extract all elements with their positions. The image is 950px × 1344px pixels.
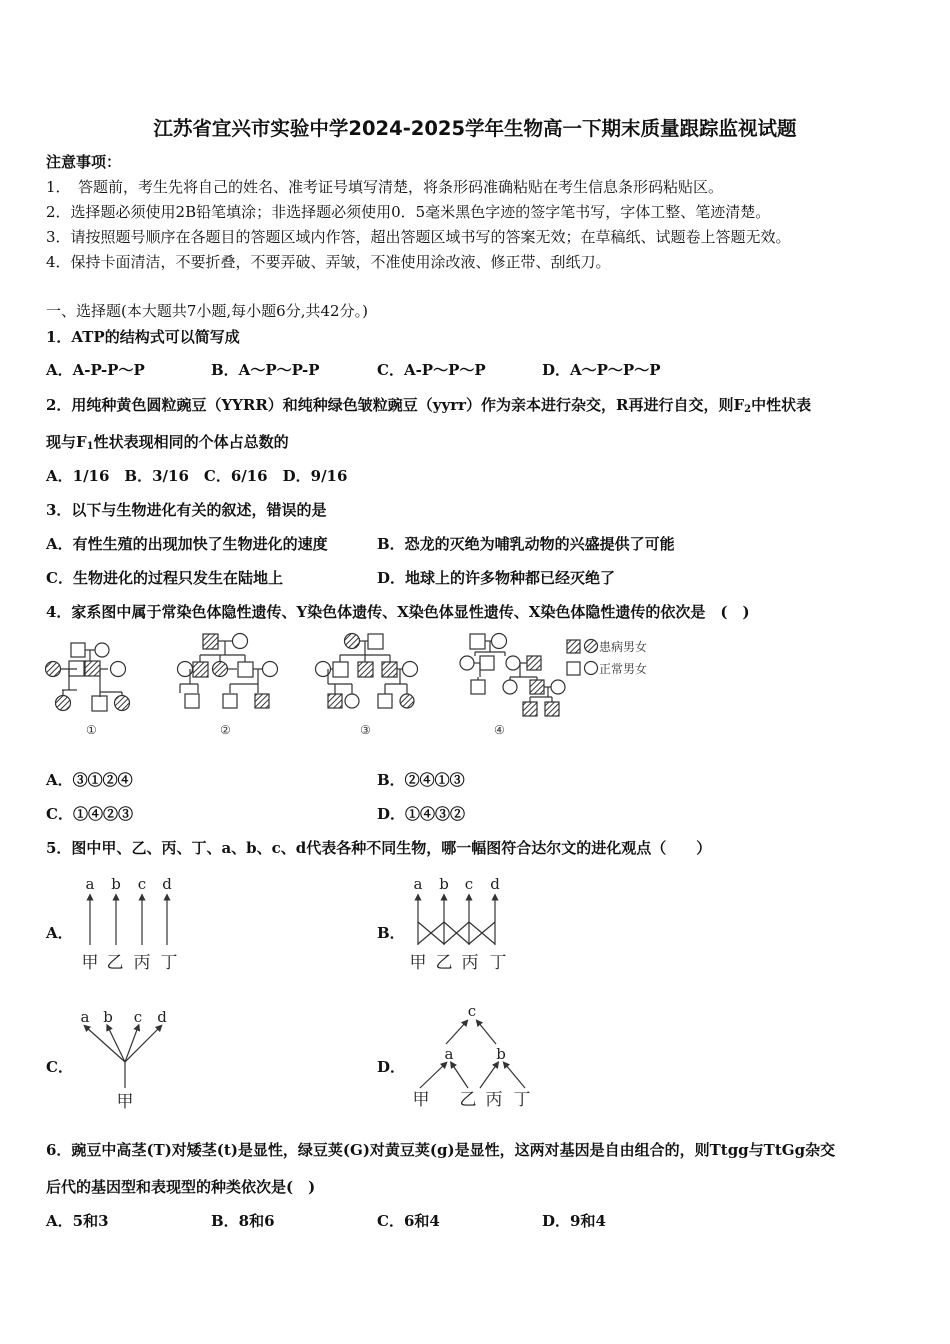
fig-c-bottom-label: 甲 [116, 1092, 134, 1112]
fig-d-top-label: c [467, 1002, 477, 1020]
q6-option-c: C．6和4 [377, 1212, 440, 1230]
fig-b-bottom-label: 丙 [461, 953, 479, 973]
q3-option-d: D．地球上的许多物种都已经灭绝了 [377, 569, 616, 587]
fig-b-top-label: b [439, 875, 449, 893]
q2-stem-text: 性状表现相同的个体占总数的 [93, 433, 289, 451]
q6-stem-line1: 6．豌豆中高茎(T)对矮茎(t)是显性，绿豆荚(G)对黄豆荚(g)是显性，这两对基因是自由组合的，则Ttgg与TtGg杂交 [46, 1141, 836, 1159]
fig-d-bottom-label: 甲 [412, 1090, 430, 1110]
fig-c-top-label: a [80, 1008, 90, 1026]
q1-option-d: D．A～P～P～P [542, 361, 661, 379]
fig-d-bottom-label: 乙 [459, 1090, 477, 1110]
fig-b-top-label: d [490, 875, 500, 893]
fig-d-arrow [505, 1064, 525, 1088]
fig-c-arrow [125, 1027, 138, 1062]
legend-affected-label: 患病男女 [599, 640, 648, 654]
q4-stem: 4．家系图中属于常染色体隐性遗传、Y染色体遗传、X染色体显性遗传、X染色体隐性遗传的依次是 ( ) [46, 603, 750, 621]
q3-stem: 3．以下与生物进化有关的叙述，错误的是 [46, 501, 327, 519]
legend-normal-label: 正常男女 [599, 662, 648, 676]
fig-d-bottom-label: 丙 [485, 1090, 503, 1110]
fig-a-top-label: d [162, 875, 172, 893]
fig-d-mid-label: b [496, 1045, 506, 1063]
fig-a-top-label: c [137, 875, 147, 893]
q5-option-a-letter: A． [46, 924, 73, 942]
q4-option-c: C．①④②③ [46, 805, 133, 823]
fig-d-arrow [480, 1064, 497, 1088]
q2-subscript: 1 [86, 441, 94, 452]
section-heading: 一、选择题(本大题共7小题,每小题6分,共42分。) [46, 302, 368, 320]
q4-option-a: A．③①②④ [46, 771, 133, 789]
fig-a-top-label: b [111, 875, 121, 893]
q1-option-a: A．A-P-P～P [46, 361, 145, 379]
fig-c-top-label: d [157, 1008, 167, 1026]
fig-c-arrow [86, 1027, 125, 1062]
fig-b-bottom-label: 乙 [435, 953, 453, 973]
fig-b-top-label: a [413, 875, 423, 893]
fig-a-bottom-label: 甲 [81, 953, 99, 973]
q6-option-b: B．8和6 [211, 1212, 275, 1230]
q3-option-c: C．生物进化的过程只发生在陆地上 [46, 569, 283, 587]
q2-stem-text: 中性状表 [751, 396, 812, 414]
q1-stem: 1．ATP的结构式可以简写成 [46, 328, 240, 346]
fig-b-bottom-label: 甲 [409, 953, 427, 973]
q5-option-d-letter: D． [377, 1058, 406, 1076]
q3-option-b: B．恐龙的灭绝为哺乳动物的兴盛提供了可能 [377, 535, 675, 553]
q5-stem: 5．图中甲、乙、丙、丁、a、b、c、d代表各种不同生物，哪一幅图符合达尔文的进化观点（ ） [46, 839, 712, 857]
q2-stem-text: 现与F [46, 433, 87, 451]
fig-c-arrow [108, 1027, 125, 1062]
fig-a-bottom-label: 乙 [106, 953, 124, 973]
fig-b-bottom-label: 丁 [489, 953, 507, 973]
q6-option-a: A．5和3 [46, 1212, 109, 1230]
q1-option-b: B．A～P～P-P [211, 361, 320, 379]
q3-option-a: A．有性生殖的出现加快了生物进化的速度 [46, 535, 328, 553]
fig-d-arrow [446, 1022, 466, 1044]
fig-a-bottom-label: 丙 [133, 953, 151, 973]
notice-item: 2．选择题必须使用2B铅笔填涂；非选择题必须使用0．5毫米黑色字迹的签字笔书写，字体工整、笔迹清楚。 [46, 203, 771, 221]
pedigree-label-3: ③ [360, 723, 371, 737]
fig-a-bottom-label: 丁 [160, 953, 178, 973]
fig-d-bottom-label: 丁 [513, 1090, 531, 1110]
q6-option-d: D．9和4 [542, 1212, 606, 1230]
pedigree-label-4: ④ [494, 723, 505, 737]
fig-c-top-label: b [103, 1008, 113, 1026]
q2-stem-text: 2．用纯种黄色圆粒豌豆（YYRR）和纯种绿色皱粒豌豆（yyrr）作为亲本进行杂交，R再进行自交，则F [46, 396, 745, 414]
notice-item: 3．请按照题号顺序在各题目的答题区域内作答，超出答题区域书写的答案无效；在草稿纸、试题卷上答题无效。 [46, 228, 791, 246]
q1-option-c: C．A-P～P～P [377, 361, 486, 379]
fig-c-arrow [125, 1027, 160, 1062]
fig-d-arrow [478, 1022, 496, 1044]
pedigree-label-1: ① [86, 723, 97, 737]
q2-options: A．1/16 B．3/16 C．6/16 D．9/16 [46, 467, 348, 485]
fig-d-arrow [420, 1064, 445, 1088]
notice-item: 1． 答题前，考生先将自己的姓名、准考证号填写清楚，将条形码准确粘贴在考生信息条形码粘贴区。 [46, 178, 724, 196]
fig-c-top-label: c [133, 1008, 143, 1026]
fig-d-arrow [452, 1064, 468, 1088]
fig-d-mid-label: a [444, 1045, 454, 1063]
q5-option-c-letter: C． [46, 1058, 73, 1076]
notice-heading: 注意事项： [46, 153, 122, 171]
q2-subscript: 2 [744, 404, 752, 415]
pedigree-label-2: ② [220, 723, 231, 737]
q6-stem-line2: 后代的基因型和表现型的种类依次是( ) [46, 1178, 316, 1196]
q4-option-d: D．①④③② [377, 805, 466, 823]
notice-item: 4．保持卡面清洁，不要折叠，不要弄破、弄皱，不准使用涂改液、修正带、刮纸刀。 [46, 253, 611, 271]
q5-option-b-letter: B． [377, 924, 405, 942]
fig-a-top-label: a [85, 875, 95, 893]
q4-option-b: B．②④①③ [377, 771, 465, 789]
fig-b-top-label: c [464, 875, 474, 893]
page-title: 江苏省宜兴市实验中学2024-2025学年生物高一下期末质量跟踪监视试题 [153, 117, 797, 140]
